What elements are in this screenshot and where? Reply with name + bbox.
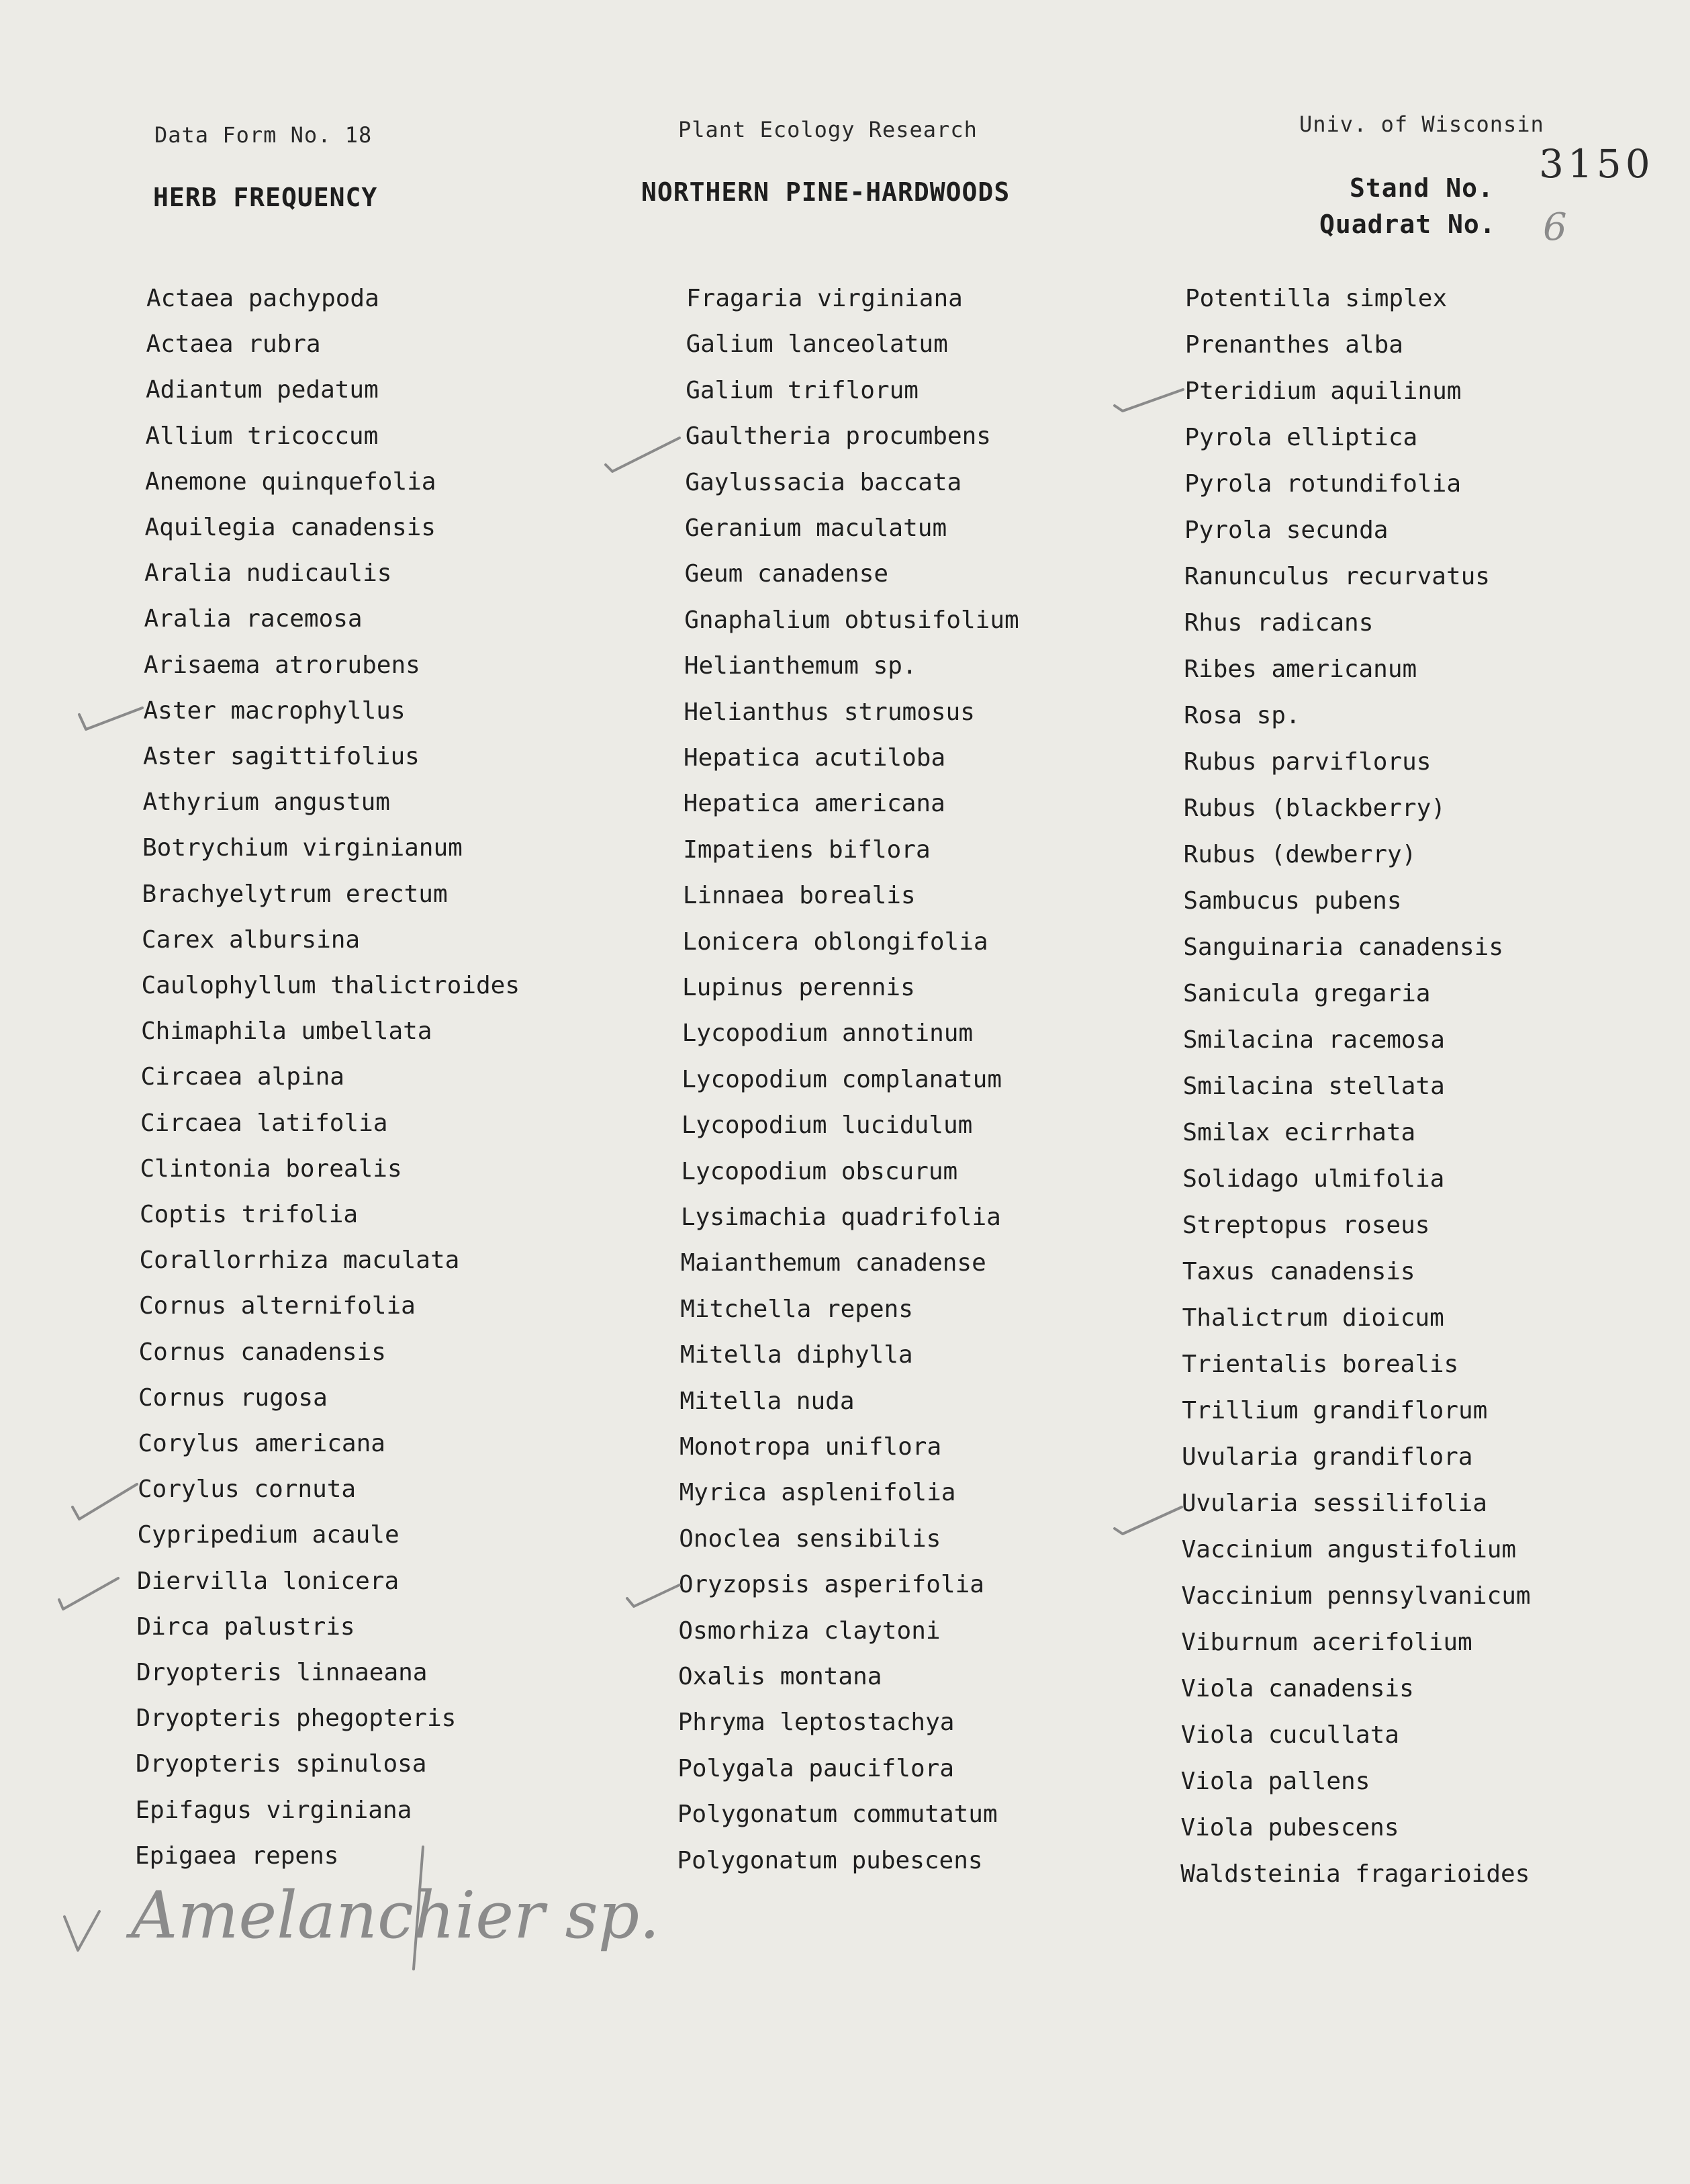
species-item: Viola pallens [1180,1768,1370,1795]
species-item: Viola canadensis [1181,1675,1414,1702]
species-item: Dirca palustris [136,1612,355,1641]
species-item: Helianthemum sp. [684,652,917,680]
species-item: Potentilla simplex [1185,285,1448,312]
institution-line: Plant Ecology Research [678,117,978,142]
species-item: Sambucus pubens [1183,887,1402,915]
forest-type: NORTHERN PINE-HARDWOODS [641,177,1011,207]
species-item: Lycopodium complanatum [682,1065,1002,1093]
species-item: Chimaphila umbellata [141,1017,432,1046]
species-item: Pyrola elliptica [1184,424,1418,451]
species-item: Botrychium virginianum [142,834,463,862]
species-item: Viola pubescens [1180,1814,1399,1841]
species-item: Actaea rubra [146,330,321,359]
species-item: Anemone quinquefolia [145,467,436,496]
species-item: Lycopodium obscurum [681,1157,958,1185]
species-item: Geum canadense [684,560,889,588]
species-item: Circaea latifolia [140,1109,388,1137]
species-item: Trillium grandiflorum [1182,1397,1488,1424]
check-mark-corylus-cornuta [73,1484,137,1519]
handwritten-species-addition: Amelanchier sp. [131,1878,660,1953]
species-item: Lonicera oblongifolia [682,927,988,956]
species-item: Lycopodium lucidulum [681,1111,973,1140]
species-item: Prenanthes alba [1184,331,1403,359]
check-mark-pteridium-aquilinum [1115,390,1183,411]
check-mark-amelanchier [64,1911,99,1950]
species-item: Arisaema atrorubens [144,651,420,679]
species-item: Pyrola rotundifolia [1184,470,1462,498]
species-item: Aster macrophyllus [143,696,406,725]
species-item: Coptis trifolia [140,1201,359,1228]
species-item: Carex albursina [142,925,361,954]
species-item: Gaylussacia baccata [685,468,962,496]
species-item: Smilacina stellata [1182,1073,1445,1100]
species-item: Dryopteris linnaeana [136,1659,428,1686]
species-item: Dryopteris spinulosa [136,1750,427,1778]
species-item: Epifagus virginiana [135,1796,412,1824]
species-item: Fragaria virginiana [686,285,963,312]
species-item: Geranium maculatum [685,514,947,542]
species-item: Polygonatum pubescens [677,1846,983,1874]
species-item: Ranunculus recurvatus [1184,563,1490,590]
species-item: Brachyelytrum erectum [142,880,448,908]
quadrat-label: Quadrat No. [1319,210,1496,239]
species-item: Viburnum acerifolium [1181,1629,1472,1656]
check-mark-uvularia-sessilifolia [1115,1507,1182,1534]
university: Univ. of Wisconsin [1299,111,1544,137]
check-mark-oryzopsis-asperifolia [627,1585,679,1606]
species-item: Trientalis borealis [1182,1351,1459,1378]
species-item: Oryzopsis asperifolia [678,1571,984,1599]
species-item: Polygala pauciflora [677,1754,955,1782]
species-item: Oxalis montana [678,1663,882,1690]
species-item: Cornus canadensis [138,1338,386,1366]
species-item: Mitella diphylla [679,1341,913,1369]
species-item: Hepatica acutiloba [684,744,946,772]
species-item: Rosa sp. [1184,702,1301,729]
species-item: Aster sagittifolius [143,743,420,770]
species-item: Circaea alpina [140,1063,344,1091]
species-item: Rubus (dewberry) [1183,841,1417,868]
species-item: Solidago ulmifolia [1182,1165,1445,1193]
species-item: Athyrium angustum [142,788,390,817]
species-item: Aquilegia canadensis [144,514,436,541]
species-item: Linnaea borealis [682,882,916,910]
species-item: Smilacina racemosa [1182,1026,1445,1054]
species-item: Corylus americana [138,1430,385,1457]
species-item: Helianthus strumosus [684,698,975,726]
form-title: HERB FREQUENCY [153,183,378,212]
species-item: Phryma leptostachya [677,1709,955,1737]
stand-number-value: 3150 [1539,141,1654,187]
species-item: Sanicula gregaria [1183,980,1431,1007]
species-item: Mitchella repens [680,1295,913,1323]
species-item: Pteridium aquilinum [1184,377,1462,405]
species-item: Caulophyllum thalictroides [141,972,520,999]
stand-label: Stand No. [1350,173,1494,203]
species-item: Smilax ecirrhata [1182,1119,1416,1146]
species-item: Aralia racemosa [144,605,363,633]
species-item: Mitella nuda [679,1387,855,1415]
species-item: Impatiens biflora [683,835,931,864]
species-item: Gnaphalium obtusifolium [684,606,1019,634]
species-item: Osmorhiza claytoni [678,1617,941,1645]
species-item: Aralia nudicaulis [144,559,392,588]
species-item: Waldsteinia fragarioides [1180,1860,1530,1888]
species-item: Adiantum pedatum [146,376,379,404]
species-item: Rhus radicans [1184,609,1374,637]
species-item: Corylus cornuta [138,1475,357,1504]
species-item: Gaultheria procumbens [685,422,991,451]
species-item: Cornus alternifolia [139,1292,416,1320]
quadrat-number-value: 6 [1543,206,1567,249]
species-item: Ribes americanum [1184,655,1417,683]
species-item: Allium tricoccum [145,422,379,450]
species-item: Thalictrum dioicum [1182,1304,1444,1332]
species-item: Dryopteris phegopteris [136,1704,457,1733]
species-item: Lysimachia quadrifolia [681,1203,1001,1231]
species-item: Onoclea sensibilis [679,1525,941,1553]
species-item: Galium lanceolatum [686,330,948,359]
species-item: Lycopodium annotinum [682,1019,974,1048]
species-item: Vaccinium pennsylvanicum [1181,1582,1531,1610]
species-item: Taxus canadensis [1182,1258,1415,1285]
check-mark-aster-macrophyllus [79,708,142,729]
species-item: Uvularia grandiflora [1182,1443,1473,1471]
species-item: Hepatica americana [683,790,945,818]
species-item: Maianthemum canadense [680,1249,986,1277]
species-item: Myrica asplenifolia [679,1479,956,1507]
species-item: Viola cucullata [1180,1721,1399,1749]
species-item: Rubus (blackberry) [1183,794,1446,822]
species-item: Galium triflorum [686,376,919,404]
check-mark-gaultheria-procumbens [606,438,679,471]
species-item: Epigaea repens [135,1841,339,1870]
check-mark-diervilla-lonicera [59,1578,118,1609]
species-item: Actaea pachypoda [146,285,379,312]
species-item: Sanguinaria canadensis [1183,934,1504,961]
species-item: Lupinus perennis [682,974,915,1001]
species-item: Streptopus roseus [1182,1212,1430,1239]
species-item: Cypripedium acaule [137,1521,400,1549]
species-item: Pyrola secunda [1184,516,1389,544]
species-item: Monotropa uniflora [679,1433,942,1461]
species-item: Vaccinium angustifolium [1181,1536,1517,1563]
species-item: Polygonatum commutatum [677,1801,998,1829]
species-item: Diervilla lonicera [137,1567,400,1595]
species-item: Clintonia borealis [140,1154,402,1183]
species-item: Cornus rugosa [138,1383,328,1412]
species-item: Corallorrhiza maculata [139,1246,460,1275]
species-item: Uvularia sessilifolia [1181,1490,1487,1517]
species-item: Rubus parviflorus [1184,748,1431,776]
form-number: Data Form No. 18 [154,122,373,148]
